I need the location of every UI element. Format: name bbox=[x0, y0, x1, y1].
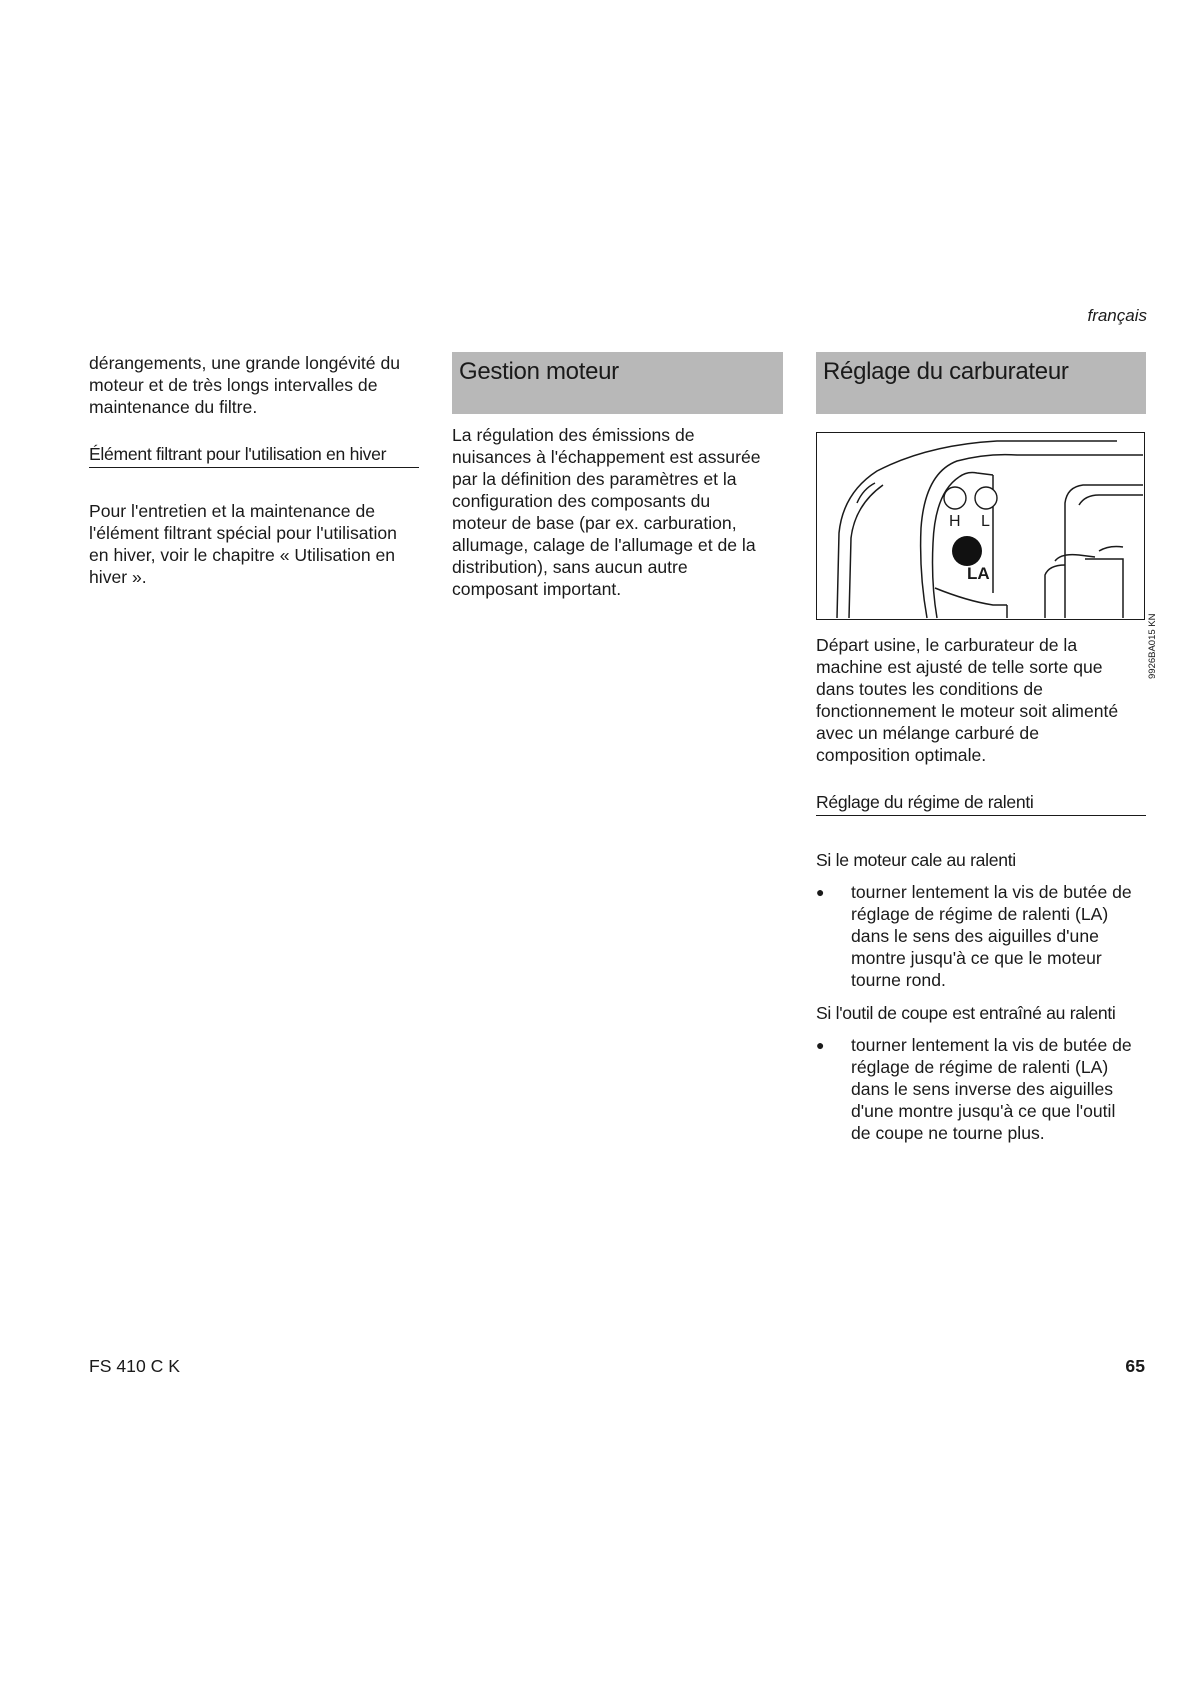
engine-stalls-heading: Si le moteur cale au ralenti bbox=[816, 850, 1016, 870]
bullet-line: réglage de régime de ralenti (LA) bbox=[851, 1057, 1109, 1077]
winter-filter-line: hiver ». bbox=[89, 567, 147, 587]
label-la: LA bbox=[967, 564, 990, 583]
la-screw-icon bbox=[952, 536, 982, 566]
language-label: français bbox=[1087, 306, 1147, 325]
winter-filter-subheading: Élément filtrant pour l'utilisation en hiver bbox=[89, 443, 419, 468]
bullet-line: dans le sens inverse des aiguilles bbox=[851, 1079, 1114, 1099]
carburetor-line: avec un mélange carburé de bbox=[816, 723, 1039, 743]
engine-management-line: configuration des composants du bbox=[452, 491, 711, 511]
carburetor-adjustment-heading: Réglage du carburateur bbox=[816, 352, 1146, 414]
bullet-icon: ● bbox=[816, 1037, 825, 1053]
winter-filter-line: l'élément filtrant spécial pour l'utilisation bbox=[89, 523, 397, 543]
carburetor-line: machine est ajusté de telle sorte que bbox=[816, 657, 1103, 677]
l-screw-icon bbox=[975, 487, 997, 509]
carburetor-line: Départ usine, le carburateur de la bbox=[816, 635, 1078, 655]
list-item bbox=[816, 881, 1146, 991]
intro-line: dérangements, une grande longévité du bbox=[89, 353, 401, 373]
engine-management-line: composant important. bbox=[452, 579, 622, 599]
winter-filter-line: en hiver, voir le chapitre « Utilisation en bbox=[89, 545, 396, 565]
h-screw-icon bbox=[944, 487, 966, 509]
engine-management-heading: Gestion moteur bbox=[452, 352, 783, 414]
engine-management-line: allumage, calage de l'allumage et de la bbox=[452, 535, 756, 555]
label-h: H bbox=[949, 513, 961, 530]
bullet-line: d'une montre jusqu'à ce que l'outil bbox=[851, 1101, 1116, 1121]
label-l: L bbox=[981, 513, 990, 530]
bullet-line: réglage de régime de ralenti (LA) bbox=[851, 904, 1109, 924]
carburetor-line: fonctionnement le moteur soit alimenté bbox=[816, 701, 1119, 721]
bullet-line: tourner lentement la vis de butée de bbox=[851, 1035, 1132, 1055]
carburetor-illustration bbox=[817, 433, 1143, 618]
engine-management-line: par la définition des paramètres et la bbox=[452, 469, 737, 489]
figure-code: 9926BA015 KN bbox=[1147, 613, 1158, 679]
intro-line: maintenance du filtre. bbox=[89, 397, 258, 417]
carburetor-line: dans toutes les conditions de bbox=[816, 679, 1043, 699]
intro-line: moteur et de très longs intervalles de bbox=[89, 375, 378, 395]
bullet-line: tourner lentement la vis de butée de bbox=[851, 882, 1132, 902]
bullet-line: tourne rond. bbox=[851, 970, 946, 990]
winter-filter-line: Pour l'entretien et la maintenance de bbox=[89, 501, 376, 521]
model-name: FS 410 C K bbox=[89, 1356, 180, 1376]
column-1 bbox=[89, 352, 419, 588]
carburetor-line: composition optimale. bbox=[816, 745, 987, 765]
bullet-icon: ● bbox=[816, 884, 825, 900]
engine-management-line: distribution), sans aucun autre bbox=[452, 557, 688, 577]
tool-turns-heading: Si l'outil de coupe est entraîné au ralenti bbox=[816, 1003, 1116, 1023]
engine-management-line: nuisances à l'échappement est assurée bbox=[452, 447, 761, 467]
bullet-line: de coupe ne tourne plus. bbox=[851, 1123, 1045, 1143]
idle-speed-subheading: Réglage du régime de ralenti bbox=[816, 791, 1146, 816]
bullet-line: montre jusqu'à ce que le moteur bbox=[851, 948, 1102, 968]
bullet-line: dans le sens des aiguilles d'une bbox=[851, 926, 1099, 946]
list-item bbox=[816, 1034, 1146, 1144]
engine-management-line: moteur de base (par ex. carburation, bbox=[452, 513, 737, 533]
column-2 bbox=[452, 352, 783, 600]
column-3 bbox=[816, 352, 1158, 1144]
engine-management-line: La régulation des émissions de bbox=[452, 425, 695, 445]
page-number: 65 bbox=[1125, 1356, 1145, 1376]
